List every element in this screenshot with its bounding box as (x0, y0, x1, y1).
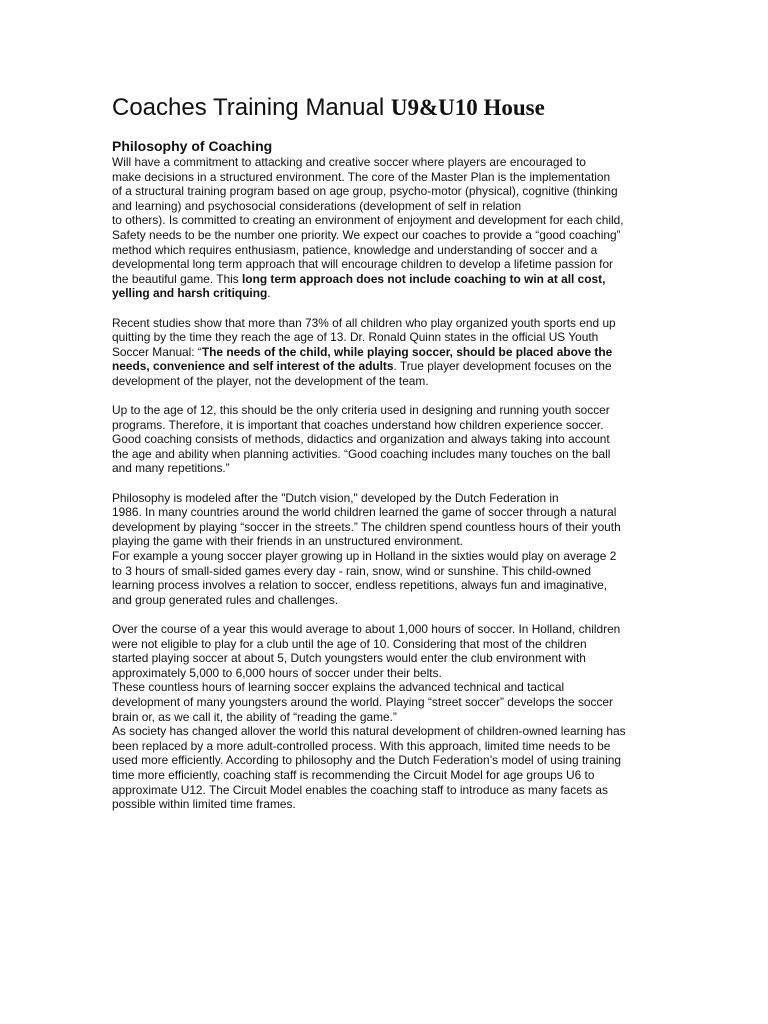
text-line: and group generated rules and challenges. (112, 592, 339, 607)
title-main: Coaches Training Manual (112, 94, 391, 121)
text-line (112, 359, 660, 374)
text-line: programs. Therefore, it is important that coaches understand how children experience soccer. (112, 417, 604, 432)
paragraph-quitting (112, 316, 660, 389)
bold-text: long term approach does not include coaching to win at all cost, (242, 271, 606, 286)
text-run: . (267, 286, 271, 301)
text-line: started playing soccer at about 5, Dutch youngsters would enter the club environment with (112, 651, 586, 666)
text-line: development of many youngsters around the world. Playing “street soccer” develops the soccer (112, 694, 613, 709)
text-line: Safety needs to be the number one priority. We expect our coaches to provide a “good coaching” (112, 227, 621, 242)
text-line: of a structural training program based on age group, psycho-motor (physical), cognitive (thinking (112, 184, 618, 199)
text-line: been replaced by a more adult-controlled process. With this approach, limited time needs to be (112, 738, 611, 753)
text-run: Soccer Manual: “ (112, 344, 202, 359)
paragraph-good-coaching (112, 403, 660, 476)
text-line: Over the course of a year this would average to about 1,000 hours of soccer. In Holland, children (112, 622, 621, 636)
bold-text: The needs of the child, while playing soccer, should be placed above the (201, 344, 613, 359)
text-run: the beautiful game. This (112, 271, 242, 286)
text-line: For example a young soccer player growing up in Holland in the sixties would play on average 2 (112, 549, 617, 564)
paragraph-hours-of-soccer (112, 622, 660, 812)
text-line: development of the player, not the development of the team. (112, 373, 429, 388)
document-page (112, 93, 660, 812)
section-heading: Philosophy of Coaching (112, 138, 273, 154)
text-line: were not eligible to play for a club until the age of 10. Considering that most of the children (112, 636, 587, 651)
text-line: method which requires enthusiasm, patience, knowledge and understanding of soccer and a (112, 242, 598, 257)
text-line: Recent studies show that more than 73% of all children who play organized youth sports end up (112, 315, 616, 330)
text-line: 1986. In many countries around the world children learned the game of soccer through a natural (112, 505, 617, 520)
text-line: to 3 hours of small-sided games every day - rain, snow, wind or sunshine. This child-owned (112, 563, 591, 578)
text-line: Philosophy is modeled after the "Dutch vision," developed by the Dutch Federation in (112, 490, 559, 505)
text-line: Will have a commitment to attacking and creative soccer where players are encouraged to (112, 155, 586, 169)
text-line: to others). Is committed to creating an environment of enjoyment and development for each child, (112, 213, 624, 228)
text-run: . True player development focuses on the (393, 359, 612, 374)
text-line: brain or, as we call it, the ability of “reading the game.” (112, 709, 397, 724)
page-title (112, 93, 660, 123)
text-line: playing the game with their friends in an unstructured environment. (112, 534, 463, 549)
text-line: the age and ability when planning activities. “Good coaching includes many touches on the ball (112, 446, 611, 461)
title-sub: U9&U10 House (390, 95, 545, 120)
text-line: make decisions in a structured environment. The core of the Master Plan is the implementation (112, 169, 611, 184)
text-line: learning process involves a relation to soccer, endless repetitions, always fun and imaginative, (112, 578, 608, 593)
text-line: approximate U12. The Circuit Model enables the coaching staff to introduce as many facets as (112, 782, 608, 797)
text-line (112, 345, 660, 360)
paragraph-philosophy (112, 155, 660, 301)
text-line: time more efficiently, coaching staff is recommending the Circuit Model for age groups U6 to (112, 767, 595, 782)
bold-text: needs, convenience and self interest of the adults (112, 359, 394, 374)
text-line: approximately 5,000 to 6,000 hours of soccer under their belts. (112, 665, 442, 680)
text-line: development by playing “soccer in the streets.” The children spend countless hours of their youth (112, 519, 621, 534)
text-line: possible within limited time frames. (112, 797, 296, 812)
text-line: Up to the age of 12, this should be the only criteria used in designing and running youth soccer (112, 403, 610, 418)
text-line: As society has changed allover the world this natural development of children-owned learning has (112, 724, 626, 739)
text-line (112, 272, 660, 287)
text-line: These countless hours of learning soccer explains the advanced technical and tactical (112, 680, 565, 695)
text-line: Good coaching consists of methods, didactics and organization and always taking into account (112, 432, 610, 447)
text-line: quitting by the time they reach the age of 13. Dr. Ronald Quinn states in the official US Youth (112, 330, 599, 345)
text-line (112, 286, 660, 301)
text-line: and learning) and psychosocial considerations (development of self in relation (112, 198, 522, 213)
text-line: developmental long term approach that will encourage children to develop a lifetime passion for (112, 257, 614, 272)
text-line: and many repetitions.” (112, 461, 230, 476)
paragraph-dutch-vision (112, 491, 660, 608)
bold-text: yelling and harsh critiquing (112, 286, 268, 301)
text-line: used more efficiently. According to philosophy and the Dutch Federation’s model of using training (112, 753, 621, 768)
